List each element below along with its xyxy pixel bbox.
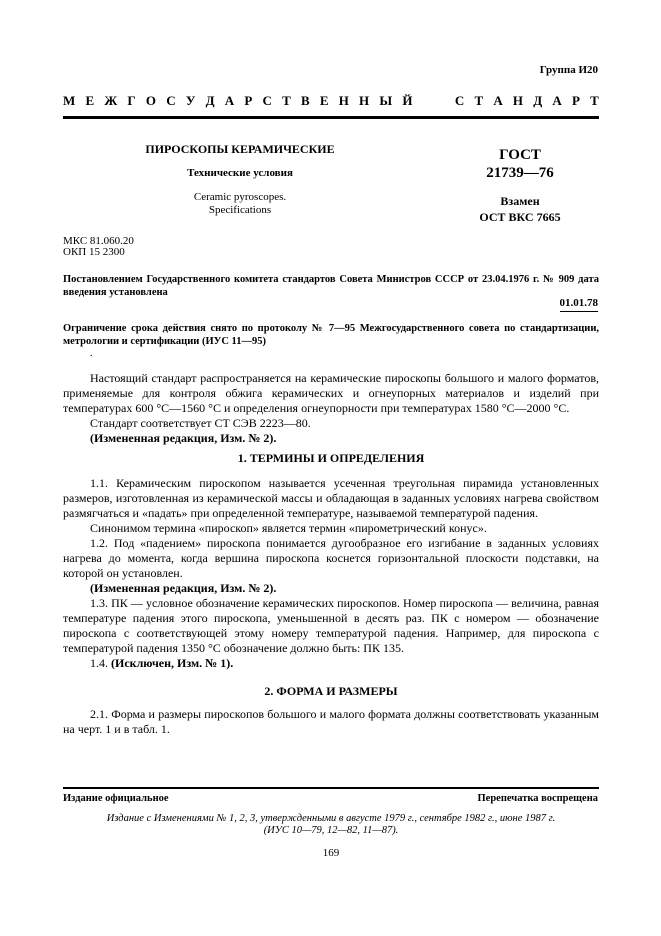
english-title-line2: Specifications xyxy=(208,204,272,216)
standard-banner xyxy=(63,93,599,109)
okp-code: ОКП 15 2300 xyxy=(63,246,125,258)
footer-rule xyxy=(63,787,599,789)
intro-conformity: Стандарт соответствует СТ СЭВ 2223—80. xyxy=(90,416,311,430)
gost-number xyxy=(440,146,600,182)
banner-letter: Д xyxy=(533,93,543,108)
banner-letter: С xyxy=(166,93,176,108)
gost-code: 21739—76 xyxy=(486,165,554,181)
banner-letter: С xyxy=(262,93,272,108)
clause-1-2: 1.2. Под «падением» пироскопа понимается дугообразное его изгибание в заданных условиях нагрева до момента, когда вершина пироскопа коснется горизонтальной плоскости подставки, на которой он установлен. xyxy=(63,536,599,580)
banner-letter: С xyxy=(454,93,465,108)
edition-note-line2: (ИУС 10—79, 12—82, 11—87). xyxy=(263,825,399,836)
banner-letter: Д xyxy=(205,93,215,108)
clause-1-3: 1.3. ПК — условное обозначение керамических пироскопов. Номер пироскопа — величина, равная температуре падения этого пироскопа, уменьшенной в десять раз. ПК с номером — обозначение пироскопа с соответствующей этому номеру температурой падения. Например, для пироскопа с температурой падения 1350 °С обозначение должно быть: ПК 135. xyxy=(63,596,599,655)
english-title xyxy=(90,191,390,217)
banner-letter: Е xyxy=(85,93,95,108)
banner-letter: М xyxy=(63,93,76,108)
banner-letter: О xyxy=(145,93,157,108)
banner-letter: Г xyxy=(127,93,136,108)
banner-letter: Й xyxy=(402,93,413,108)
english-title-line1: Ceramic pyroscopes. xyxy=(193,191,287,203)
replaces-note xyxy=(440,193,600,225)
gost-label: ГОСТ xyxy=(499,147,541,163)
intro-amendment-note: (Измененная редакция, Изм. № 2). xyxy=(90,431,277,445)
page-number: 169 xyxy=(322,847,340,859)
stray-dot: . xyxy=(90,348,93,359)
section-2-body xyxy=(63,707,599,737)
banner-word-gap xyxy=(423,93,445,109)
banner-letter: У xyxy=(185,93,196,108)
replaces-label: Взамен xyxy=(500,194,540,208)
banner-letter: Р xyxy=(244,93,253,108)
effective-date: 01.01.78 xyxy=(560,297,599,312)
edition-note xyxy=(63,813,599,837)
banner-letter: Ы xyxy=(379,93,393,108)
clause-1-1-synonym: Синонимом термина «пироскоп» является термин «пирометрический конус». xyxy=(90,521,487,535)
clause-1-4-text: (Исключен, Изм. № 1). xyxy=(111,656,234,670)
banner-letter: Е xyxy=(319,93,329,108)
clause-2-1: 2.1. Форма и размеры пироскопов большого и малого формата должны соответствовать указанным на черт. 1 и в табл. 1. xyxy=(63,707,599,736)
banner-letter: Н xyxy=(338,93,349,108)
limit-note: Ограничение срока действия снято по протоколу № 7—95 Межгосударственного совета по стандартизации, метрологии и сертификации (ИУС 11—95) xyxy=(63,323,599,347)
replaces-code: ОСТ ВКС 7665 xyxy=(479,210,561,224)
banner-letter: А xyxy=(224,93,235,108)
banner-letter: Ж xyxy=(104,93,118,108)
banner-letter: В xyxy=(300,93,310,108)
banner-letter: А xyxy=(552,93,562,108)
classification-codes xyxy=(63,236,134,258)
banner-letter: Р xyxy=(572,93,580,108)
edition-note-line1: Издание с Изменениями № 1, 2, 3, утвержденными в августе 1979 г., сентябре 1982 г., июне 1987 г. xyxy=(106,813,556,824)
section-2-heading: 2. ФОРМА И РАЗМЕРЫ xyxy=(264,684,398,698)
intro-section xyxy=(63,371,599,446)
clause-1-4 xyxy=(63,656,599,671)
banner-letter: Н xyxy=(512,93,524,108)
clause-1-1: 1.1. Керамическим пироскопом называется усеченная треугольная пирамида установленных размеров, изготовленная из керамической массы и обладающая в заданных условиях нагрева свойством размягчаться и «падать» при определенной температуре, называемой температурой падения. xyxy=(63,476,599,520)
clause-1-2-amendment: (Измененная редакция, Изм. № 2). xyxy=(90,581,277,595)
intro-paragraph: Настоящий стандарт распространяется на керамические пироскопы большого и малого форматов, применяемые для контроля обжига керамических и огнеупорных материалов и изделий при температурах 600 °С—1560 °С и определения огнеупорности при температурах 1580 °С—2000 °С. xyxy=(63,371,599,415)
reprint-prohibited-label: Перепечатка воспрещена xyxy=(477,793,598,804)
document-title: ПИРОСКОПЫ КЕРАМИЧЕСКИЕ xyxy=(145,142,335,156)
banner-letter: Т xyxy=(590,93,599,108)
banner-letter: Т xyxy=(282,93,291,108)
banner-letter: А xyxy=(493,93,503,108)
group-code: Группа И20 xyxy=(539,64,598,76)
official-edition-label: Издание официальное xyxy=(63,793,169,804)
document-subtitle: Технические условия xyxy=(187,167,293,179)
banner-letter: Н xyxy=(359,93,370,108)
banner-letter: Т xyxy=(474,93,484,108)
decree-text: Постановлением Государственного комитета стандартов Совета Министров СССР от 23.04.1976 г. № 909 дата введения установлена xyxy=(63,274,599,298)
clause-1-4-number: 1.4. xyxy=(90,656,108,670)
mks-code: МКС 81.060.20 xyxy=(63,235,134,247)
section-1-heading: 1. ТЕРМИНЫ И ОПРЕДЕЛЕНИЯ xyxy=(237,451,425,465)
header-rule xyxy=(63,116,599,119)
section-1-body xyxy=(63,476,599,671)
